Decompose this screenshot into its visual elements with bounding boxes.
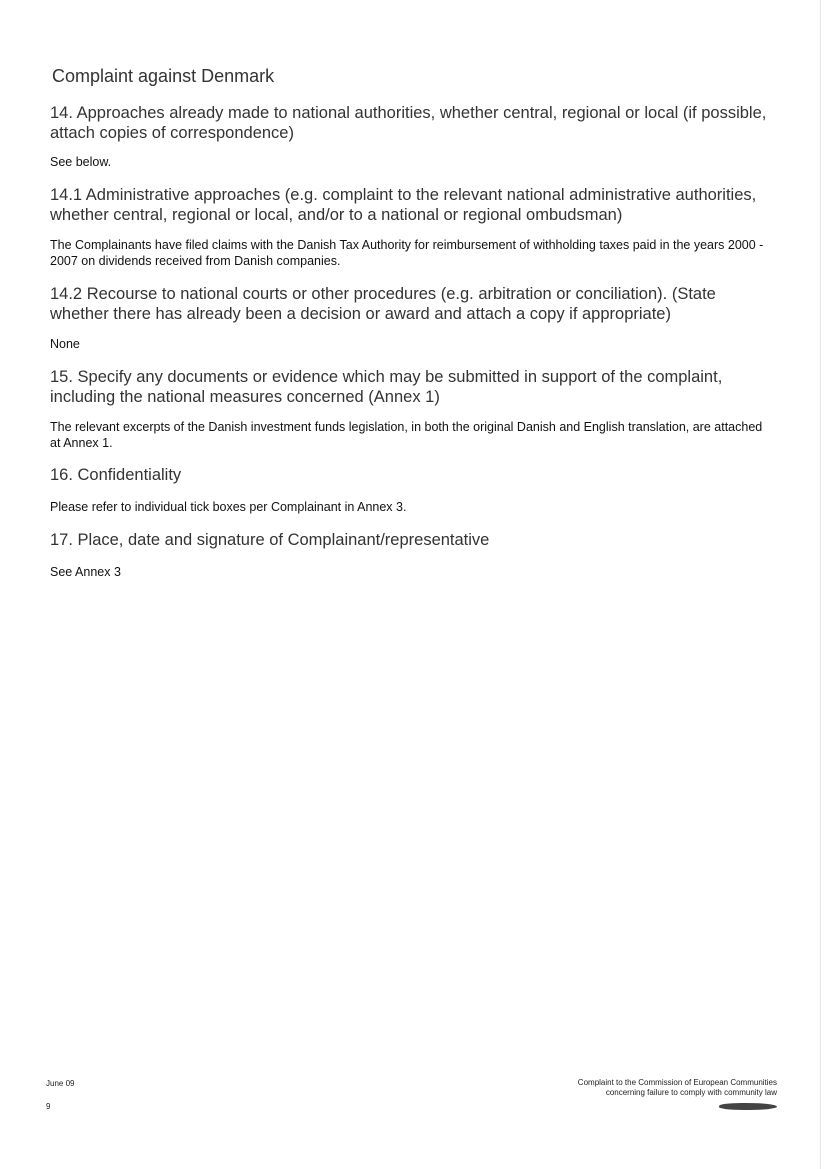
section-14-heading: 14. Approaches already made to national authorities, whether central, regional or local (if possible, attach copies of correspondence) xyxy=(50,104,767,142)
footer-right-line-1: Complaint to the Commission of European Communities xyxy=(577,1078,777,1087)
stamp-mark xyxy=(718,1103,779,1110)
section-14-2-heading: 14.2 Recourse to national courts or other procedures (e.g. arbitration or conciliation). (State whether there has already been a decision or award and attach a copy if appropriate) xyxy=(50,285,716,323)
footer-right-line-2: concerning failure to comply with community law xyxy=(605,1088,777,1097)
section-15-heading: 15. Specify any documents or evidence which may be submitted in support of the complaint, including the national measures concerned (Annex 1) xyxy=(50,368,723,406)
section-14-body: See below. xyxy=(50,155,112,169)
section-17-heading: 17. Place, date and signature of Complainant/representative xyxy=(50,531,490,549)
footer-page-number: 9 xyxy=(46,1102,51,1111)
footer-document-description xyxy=(578,1078,777,1098)
document-title: Complaint against Denmark xyxy=(52,66,275,86)
section-14-1-heading: 14.1 Administrative approaches (e.g. complaint to the relevant national administrative authorities, whether central, regional or local, and/or to a national or regional ombudsman) xyxy=(50,186,757,224)
page-edge xyxy=(820,0,821,1169)
section-14-1-body: The Complainants have filed claims with the Danish Tax Authority for reimbursement of withholding taxes paid in the years 2000 - 2007 on dividends received from Danish companies. xyxy=(50,238,764,268)
section-14-2-body: None xyxy=(50,337,80,351)
section-16-body: Please refer to individual tick boxes per Complainant in Annex 3. xyxy=(50,500,407,514)
footer-date: June 09 xyxy=(46,1079,75,1088)
section-17-body: See Annex 3 xyxy=(50,565,121,579)
section-15-body: The relevant excerpts of the Danish investment funds legislation, in both the original Danish and English translation, are attached at Annex 1. xyxy=(50,420,763,450)
section-16-heading: 16. Confidentiality xyxy=(50,466,182,484)
